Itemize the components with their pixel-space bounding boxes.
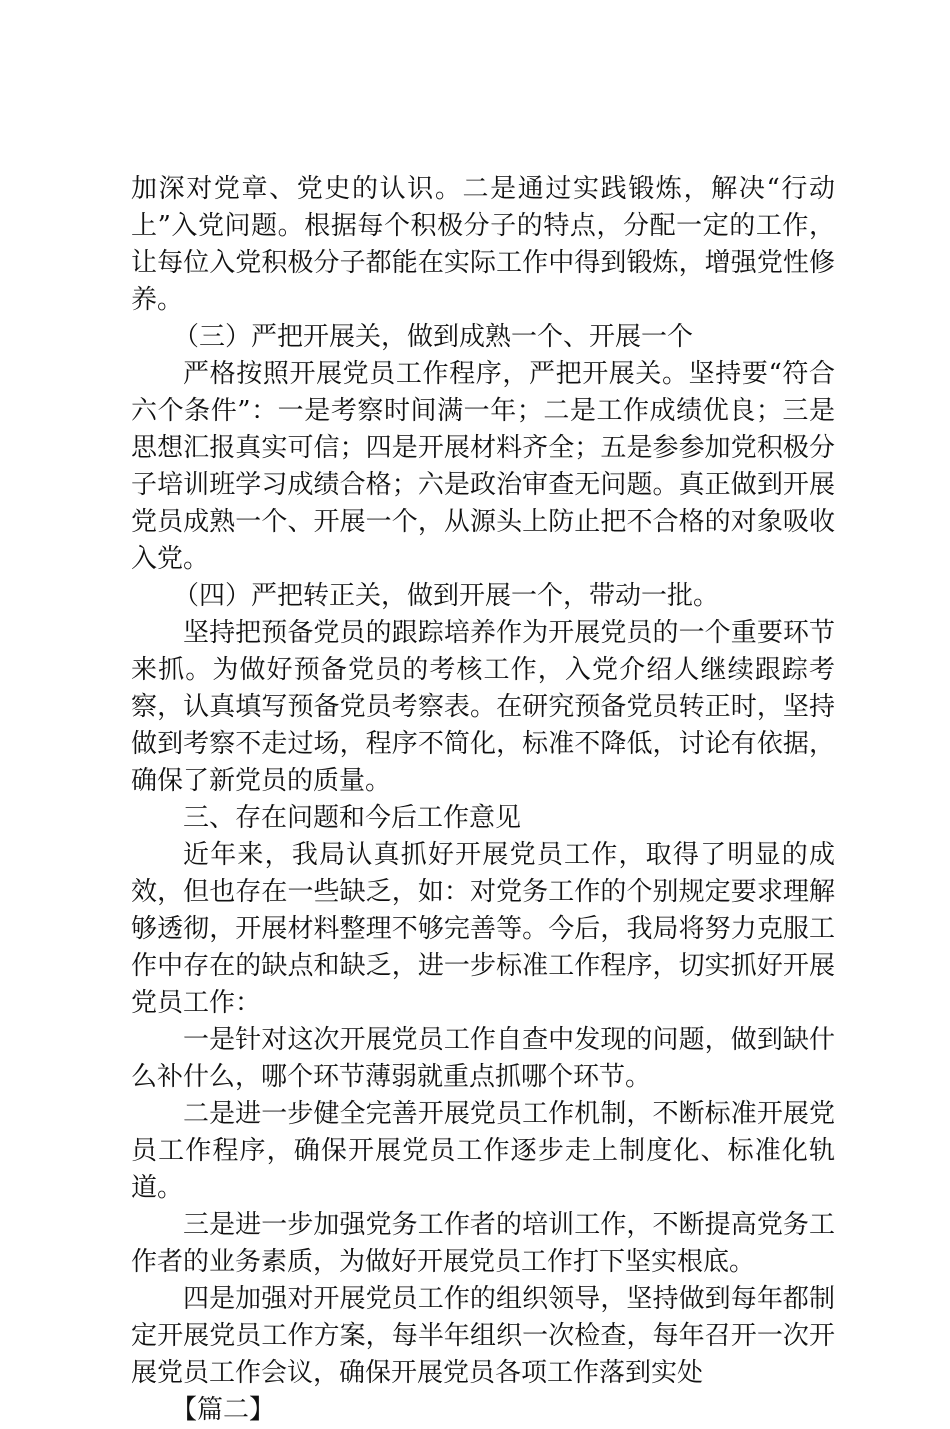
paragraph-six-conditions: 严格按照开展党员工作程序，严把开展关。坚持要“符合六个条件”：一是考察时间满一年；二是工作成绩优良；三是思想汇报真实可信；四是开展材料齐全；五是参参加党积极分子培训班学习成绩合格；六是政治审查无问题。真正做到开展党员成熟一个、开展一个，从源头上防止把不合格的对象吸收入党。 [131,359,835,574]
part-two-label: 【篇二】 [171,1395,276,1425]
paragraph-probationary-members: 坚持把预备党员的跟踪培养作为开展党员的一个重要环节来抓。为做好预备党员的考核工作，入党介绍人继续跟踪考察，认真填写预备党员考察表。在研究预备党员转正时，坚持做到考察不走过场，程序不简化，标准不降低，讨论有依据，确保了新党员的质量。 [131,618,835,796]
paragraph-item-three: 三是进一步加强党务工作者的培训工作，不断提高党务工作者的业务素质，为做好开展党员工作打下坚实根底。 [131,1210,835,1277]
paragraph-item-four: 四是加强对开展党员工作的组织领导，坚持做到每年都制定开展党员工作方案，每半年组织一次检查，每年召开一次开展党员工作会议，确保开展党员各项工作落到实处 [131,1284,835,1388]
paragraph-recent-years: 近年来，我局认真抓好开展党员工作，取得了明显的成效，但也存在一些缺乏，如：对党务工作的个别规定要求理解够透彻，开展材料整理不够完善等。今后，我局将努力克服工作中存在的缺点和缺乏，进一步标准工作程序，切实抓好开展党员工作： [131,840,835,1018]
paragraph-item-two: 二是进一步健全完善开展党员工作机制，不断标准开展党员工作程序，确保开展党员工作逐步走上制度化、标准化轨道。 [131,1099,835,1203]
section-heading-problems: 三、存在问题和今后工作意见 [183,803,522,833]
paragraph-item-one: 一是针对这次开展党员工作自查中发现的问题，做到缺什么补什么，哪个环节薄弱就重点抓哪个环节。 [131,1025,835,1092]
document-body [131,171,835,1429]
subheading-three: （三）严把开展关，做到成熟一个、开展一个 [173,322,694,352]
subheading-four: （四）严把转正关，做到开展一个，带动一批。 [173,581,720,611]
paragraph-continuation: 加深对党章、党史的认识。二是通过实践锻炼，解决“行动上”入党问题。根据每个积极分子的特点，分配一定的工作，让每位入党积极分子都能在实际工作中得到锻炼，增强党性修养。 [131,174,835,315]
